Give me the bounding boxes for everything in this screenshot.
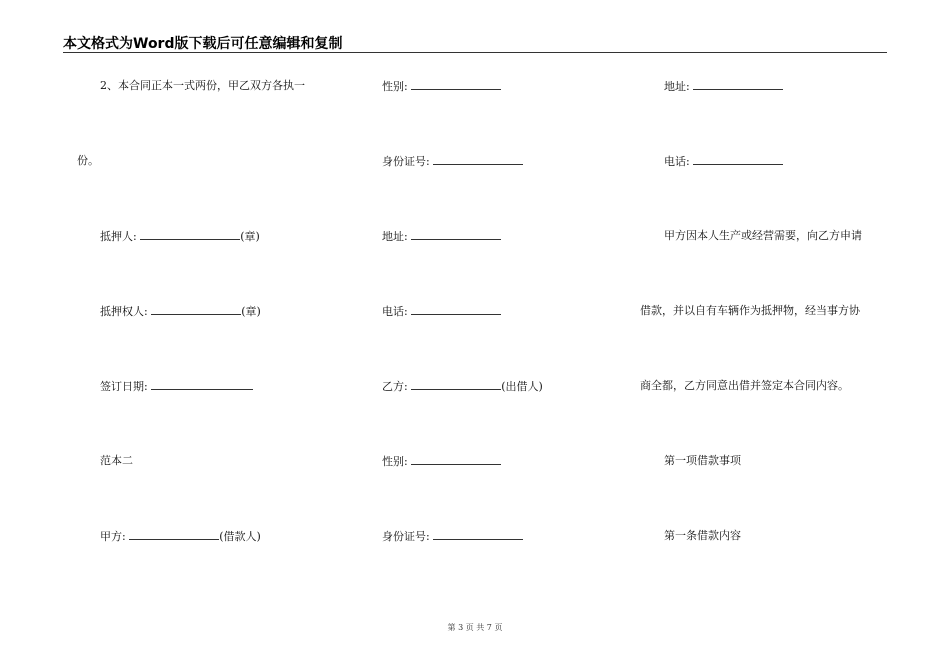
address-blank-1[interactable] [411, 229, 501, 240]
party-a-blank[interactable] [129, 529, 219, 540]
id-line-1 [382, 154, 523, 169]
gender-label-2: 性别: [382, 455, 408, 468]
mortgagee-seal: (章) [241, 305, 261, 318]
party-b-blank[interactable] [411, 379, 501, 390]
loan-purpose-text-2: 借款，并以自有车辆作为抵押物，经当事方协 [640, 304, 860, 317]
address-line-2 [664, 79, 783, 94]
mortgagor-seal: (章) [240, 230, 260, 243]
clause-2-continuation: 份。 [77, 154, 99, 167]
mortgagor-blank[interactable] [140, 229, 240, 240]
party-b-role: (出借人) [501, 380, 543, 393]
address-label-2: 地址: [664, 80, 690, 93]
mortgagor-label: 抵押人: [100, 230, 137, 243]
gender-blank-1[interactable] [411, 79, 501, 90]
article-1-heading: 第一条借款内容 [664, 529, 741, 542]
mortgagee-line [100, 304, 261, 319]
phone-label-1: 电话: [382, 305, 408, 318]
party-a-line [100, 529, 261, 544]
phone-blank-2[interactable] [693, 154, 783, 165]
id-blank-2[interactable] [433, 529, 523, 540]
page-number: 第 3 页 共 7 页 [447, 623, 503, 632]
mortgagee-blank[interactable] [151, 304, 241, 315]
sign-date-blank[interactable] [151, 379, 253, 390]
mortgagor-line [100, 229, 260, 244]
phone-line-2 [664, 154, 783, 169]
address-label-1: 地址: [382, 230, 408, 243]
mortgagee-label: 抵押权人: [100, 305, 148, 318]
gender-blank-2[interactable] [411, 454, 501, 465]
gender-line-1 [382, 79, 501, 94]
sign-date-label: 签订日期: [100, 380, 148, 393]
gender-label-1: 性别: [382, 80, 408, 93]
loan-purpose-text-3: 商全都，乙方同意出借并签定本合同内容。 [640, 379, 849, 392]
item-1-heading: 第一项借款事项 [664, 454, 741, 467]
phone-blank-1[interactable] [411, 304, 501, 315]
sign-date-line [100, 379, 253, 394]
header-rule [63, 52, 887, 53]
party-b-line [382, 379, 543, 394]
id-blank-1[interactable] [433, 154, 523, 165]
phone-label-2: 电话: [664, 155, 690, 168]
template-2-heading: 范本二 [100, 454, 133, 467]
id-line-2 [382, 529, 523, 544]
clause-2-text: 2、本合同正本一式两份，甲乙双方各执一 [100, 79, 305, 92]
address-blank-2[interactable] [693, 79, 783, 90]
party-b-label: 乙方: [382, 380, 408, 393]
phone-line-1 [382, 304, 501, 319]
id-label-1: 身份证号: [382, 155, 430, 168]
gender-line-2 [382, 454, 501, 469]
loan-purpose-text-1: 甲方因本人生产或经营需要，向乙方申请 [664, 229, 862, 242]
id-label-2: 身份证号: [382, 530, 430, 543]
address-line-1 [382, 229, 501, 244]
party-a-label: 甲方: [100, 530, 126, 543]
party-a-role: (借款人) [219, 530, 261, 543]
document-header: 本文格式为Word版下载后可任意编辑和复制 [63, 36, 343, 52]
